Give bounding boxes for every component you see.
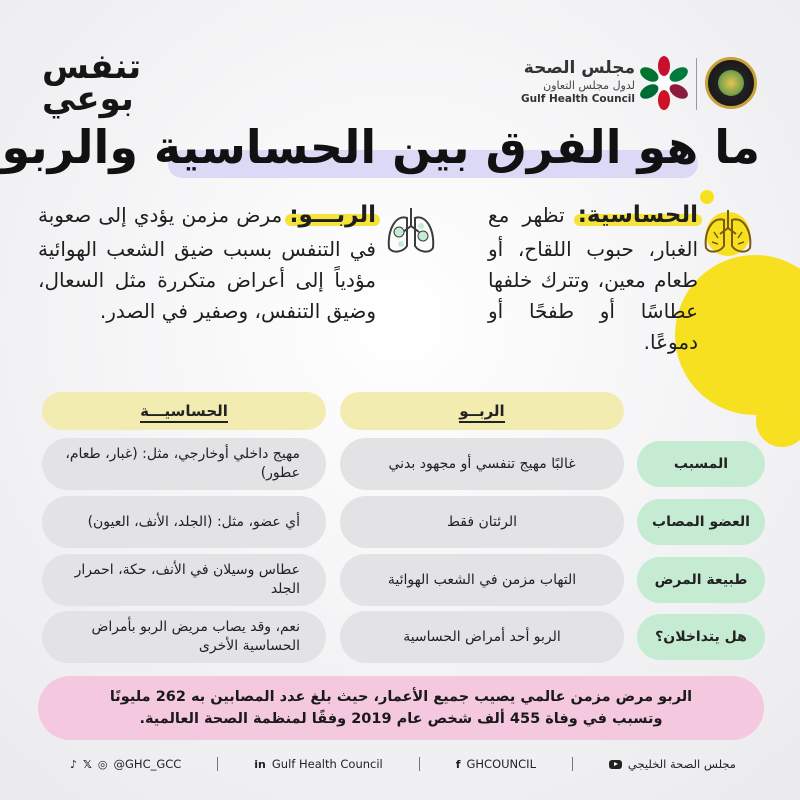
- definition-asthma: [38, 198, 376, 327]
- row-label-overlap: هل يتداخلان؟: [637, 614, 765, 660]
- row-label-disease-nature: طبيعة المرض: [637, 557, 765, 603]
- cell-asthma-cause: [340, 438, 624, 490]
- footer-linkedin-text: Gulf Health Council: [271, 757, 383, 771]
- cell-text: نعم، وقد يصاب مريض الربو بأمراض الحساسية الأخرى: [91, 619, 300, 654]
- linkedin-icon: in: [254, 757, 266, 771]
- definition-allergy-text: تظهر مع الغبار، حبوب اللقاح، أو طعام معين، وتترك خلفها عطاسًا أو طفحًا أو دموعًا.: [488, 203, 698, 354]
- council-name-ar: مجلس الصحة: [523, 58, 635, 78]
- page-title: ما هو الفرق بين الحساسية والربو: [1, 120, 760, 174]
- campaign-logo-line2: بوعي: [42, 79, 134, 119]
- x-icon: 𝕏: [83, 757, 92, 771]
- facebook-icon: f: [455, 757, 461, 771]
- footer-youtube-text: مجلس الصحة الخليجي: [627, 757, 736, 771]
- cell-asthma-disease-nature: [340, 554, 624, 606]
- cell-text: الربو أحد أمراض الحساسية: [403, 628, 561, 645]
- footer-facebook[interactable]: [456, 757, 536, 771]
- campaign-logo-line1: تنفس: [42, 47, 142, 87]
- lungs-asthma-icon: [381, 202, 441, 262]
- tiktok-icon: ♪: [70, 757, 78, 771]
- definition-allergy-term-text: الحساسية:: [577, 202, 698, 228]
- footer-separator: [572, 757, 573, 771]
- youtube-icon: [609, 760, 622, 769]
- column-header-asthma: [340, 392, 624, 430]
- definition-asthma-text: مرض مزمن يؤدي إلى صعوبة في التنفس بسبب ضيق الشعب الهوائية مؤدياً إلى أعراض متكررة مثل السعال، وضيق التنفس، وصفير في الصدر.: [38, 203, 376, 323]
- footer-linkedin[interactable]: [254, 757, 382, 771]
- cell-asthma-overlap: [340, 611, 624, 663]
- council-subtitle-ar: لدول مجلس التعاون: [543, 79, 635, 92]
- council-name: [521, 58, 635, 105]
- column-header-allergy-text: الحساسيـــة: [140, 401, 228, 423]
- footer-youtube[interactable]: [609, 757, 736, 771]
- footer-separator: [419, 757, 420, 771]
- definition-asthma-term-text: الربـــو:: [289, 202, 376, 228]
- footer-social-handles[interactable]: [70, 757, 181, 771]
- cell-allergy-overlap: [42, 611, 326, 663]
- cell-text: مهيج داخلي أوخارجي، مثل: (غبار، طعام، عطور): [65, 446, 300, 481]
- council-name-en: Gulf Health Council: [521, 93, 635, 105]
- instagram-icon: ◎: [97, 757, 108, 771]
- cell-text: عطاس وسيلان في الأنف، حكة، احمرار الجلد: [74, 562, 300, 597]
- definition-allergy: [488, 198, 698, 358]
- cell-allergy-affected-organ: [42, 496, 326, 548]
- logo-divider: [696, 58, 697, 110]
- footer-handle-text: @GHC_GCC: [113, 757, 182, 771]
- footer: [70, 752, 736, 776]
- campaign-logo: [42, 47, 142, 119]
- cell-allergy-disease-nature: [42, 554, 326, 606]
- council-star-logo-icon: [636, 55, 692, 111]
- statistics-note-line2: وتسبب في وفاة 455 ألف شخص عام 2019 وفقًا لمنظمة الصحة العالمية.: [139, 711, 663, 727]
- cell-asthma-affected-organ: [340, 496, 624, 548]
- row-label-cause: المسبب: [637, 441, 765, 487]
- statistics-note-line1: الربو مرض مزمن عالمي يصيب جميع الأعمار، حيث بلغ عدد المصابين به 262 مليونًا: [109, 688, 693, 705]
- footer-facebook-text: GHCOUNCIL: [466, 757, 536, 771]
- definition-asthma-term: [289, 202, 376, 228]
- cell-text: غالبًا مهيج تنفسي أو مجهود بدني: [388, 455, 576, 472]
- gcc-emblem-icon: [705, 57, 757, 109]
- cell-allergy-cause: [42, 438, 326, 490]
- cell-text: الرئتان فقط: [446, 513, 518, 530]
- row-label-affected-organ: العضو المصاب: [637, 499, 765, 545]
- cell-text: التهاب مزمن في الشعب الهوائية: [387, 571, 577, 588]
- definition-allergy-term: [578, 202, 698, 228]
- cell-text: أي عضو، مثل: (الجلد، الأنف، العيون): [87, 513, 300, 530]
- decor-circle-small: [756, 395, 800, 447]
- column-header-allergy: [42, 392, 326, 430]
- statistics-note: [38, 676, 764, 740]
- footer-separator: [217, 757, 218, 771]
- column-header-asthma-text: الربــو: [459, 401, 504, 423]
- lungs-allergy-icon: [698, 202, 758, 262]
